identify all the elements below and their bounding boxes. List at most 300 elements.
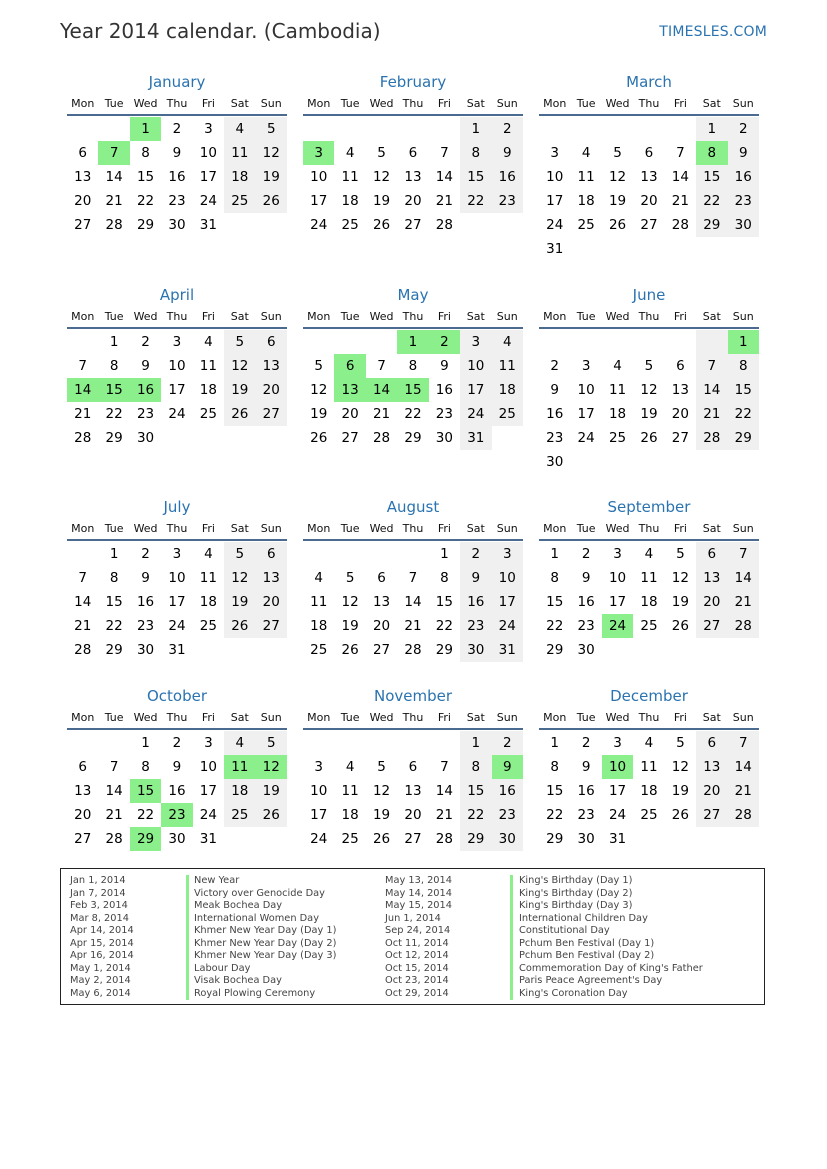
day-cell: 20 [256, 590, 287, 614]
legend-row [70, 988, 380, 1001]
day-cell: 29 [546, 642, 564, 658]
weekday-label: Thu [402, 96, 424, 110]
day-cell: 12 [224, 566, 255, 590]
legend-date: Jan 7, 2014 [70, 887, 126, 899]
legend-date: Apr 15, 2014 [70, 937, 134, 949]
day-cell: 12 [310, 382, 328, 398]
day-cell: 30 [577, 831, 595, 847]
day-cell: 14 [366, 378, 397, 402]
weekday-label: Tue [576, 710, 596, 724]
day-cell: 9 [440, 358, 449, 374]
weekday-label: Wed [605, 710, 630, 724]
weekday-label: Thu [638, 96, 660, 110]
empty-cell [633, 117, 664, 141]
weekday-label: Tue [104, 521, 124, 535]
weekday-label: Sat [466, 710, 485, 724]
day-cell: 26 [640, 430, 658, 446]
holiday-marker-icon [510, 900, 513, 913]
holiday-marker-icon [186, 913, 189, 926]
day-cell: 10 [199, 759, 217, 775]
day-cell: 4 [492, 330, 523, 354]
empty-cell [728, 638, 759, 662]
day-cell: 26 [256, 803, 287, 827]
legend-row [385, 963, 760, 976]
day-cell: 10 [602, 755, 633, 779]
empty-cell [334, 330, 365, 354]
holiday-marker-icon [510, 925, 513, 938]
day-cell: 14 [696, 378, 727, 402]
legend-date: Oct 15, 2014 [385, 962, 449, 974]
day-cell: 2 [581, 735, 591, 751]
day-cell: 24 [310, 831, 328, 847]
legend-date: May 14, 2014 [385, 887, 452, 899]
day-cell: 3 [460, 330, 491, 354]
empty-cell [224, 213, 255, 237]
day-cell: 4 [204, 546, 213, 562]
day-cell: 21 [696, 402, 727, 426]
day-cell: 22 [696, 189, 727, 213]
month-name: December [610, 687, 688, 705]
day-cell: 20 [640, 193, 658, 209]
day-cell: 13 [372, 594, 391, 610]
day-cell: 18 [492, 378, 523, 402]
day-cell: 13 [256, 566, 287, 590]
empty-cell [256, 827, 287, 851]
day-cell: 21 [435, 193, 453, 209]
empty-cell [665, 117, 696, 141]
weekday-label: Tue [576, 96, 596, 110]
day-cell: 5 [613, 145, 622, 161]
weekday-label: Sun [260, 309, 282, 323]
day-cell: 5 [256, 117, 287, 141]
day-cell: 17 [310, 193, 328, 209]
empty-cell [67, 542, 98, 566]
legend-row [70, 938, 380, 951]
day-cell: 10 [310, 169, 328, 185]
day-cell: 4 [345, 759, 355, 775]
day-cell: 4 [613, 358, 622, 374]
empty-cell [366, 330, 397, 354]
legend-row [385, 938, 760, 951]
day-cell: 7 [728, 542, 759, 566]
empty-cell [570, 237, 601, 261]
empty-cell [256, 213, 287, 237]
day-cell: 4 [204, 334, 213, 350]
day-cell: 24 [310, 217, 328, 233]
weekday-label: Fri [201, 96, 215, 110]
day-cell: 23 [161, 803, 192, 827]
day-cell: 1 [440, 546, 449, 562]
empty-cell [602, 117, 633, 141]
day-cell: 14 [728, 755, 759, 779]
day-cell: 8 [109, 358, 119, 374]
legend-date: Sep 24, 2014 [385, 925, 451, 936]
legend-row [70, 900, 380, 913]
weekday-label: Thu [638, 309, 660, 323]
day-cell: 7 [377, 358, 386, 374]
day-cell: 7 [676, 145, 685, 161]
day-cell: 14 [435, 169, 453, 185]
day-cell: 2 [550, 358, 559, 374]
legend-name: Khmer New Year Day (Day 2) [194, 937, 337, 949]
day-cell: 7 [696, 354, 727, 378]
day-cell: 16 [168, 169, 186, 185]
legend-name: New Year [194, 875, 240, 886]
weekday-label: Fri [437, 309, 451, 323]
weekday-label: Tue [104, 710, 124, 724]
weekday-label: Sun [260, 710, 282, 724]
day-cell: 20 [696, 590, 727, 614]
day-cell: 18 [199, 382, 217, 398]
weekday-label: Tue [104, 96, 124, 110]
day-cell: 2 [141, 546, 150, 562]
day-cell: 25 [199, 618, 217, 634]
month-name: July [163, 498, 191, 516]
day-cell: 27 [74, 217, 92, 233]
day-cell: 21 [74, 618, 92, 634]
empty-cell [460, 213, 491, 237]
weekday-label: Fri [201, 710, 215, 724]
day-cell: 20 [404, 193, 422, 209]
empty-cell [665, 638, 696, 662]
day-cell: 13 [640, 169, 658, 185]
day-cell: 3 [303, 141, 334, 165]
day-cell: 7 [78, 358, 87, 374]
legend-row [385, 925, 760, 938]
day-cell: 16 [460, 590, 491, 614]
day-cell: 9 [460, 566, 491, 590]
day-cell: 3 [314, 759, 323, 775]
legend-name: Commemoration Day of King's Father [519, 962, 703, 974]
day-cell: 1 [397, 330, 428, 354]
days-grid [67, 117, 287, 237]
day-cell: 24 [608, 807, 627, 823]
day-cell: 20 [372, 618, 391, 634]
day-cell: 4 [224, 731, 255, 755]
holiday-marker-icon [510, 888, 513, 901]
day-cell: 28 [404, 642, 422, 658]
day-cell: 25 [341, 831, 359, 847]
weekday-label: Tue [340, 96, 360, 110]
day-cell: 4 [345, 145, 355, 161]
day-cell: 17 [608, 783, 627, 799]
day-cell: 9 [172, 759, 182, 775]
day-cell: 5 [314, 358, 323, 374]
month-may [303, 285, 523, 450]
legend-date: May 2, 2014 [70, 975, 131, 986]
day-cell: 25 [608, 430, 627, 446]
day-cell: 15 [546, 594, 564, 610]
weekday-label: Thu [402, 309, 424, 323]
day-cell: 13 [404, 783, 422, 799]
day-cell: 9 [141, 570, 150, 586]
day-cell: 5 [676, 546, 685, 562]
day-cell: 9 [492, 141, 523, 165]
day-cell: 13 [334, 378, 365, 402]
day-cell: 29 [404, 430, 422, 446]
day-cell: 30 [136, 642, 155, 658]
day-cell: 16 [546, 406, 564, 422]
day-cell: 14 [404, 594, 422, 610]
day-cell: 18 [310, 618, 328, 634]
day-cell: 29 [696, 213, 727, 237]
day-cell: 21 [105, 807, 123, 823]
day-cell: 4 [224, 117, 255, 141]
weekday-label: Wed [369, 521, 394, 535]
weekday-label: Tue [576, 309, 596, 323]
day-cell: 15 [130, 779, 161, 803]
weekday-label: Fri [673, 710, 687, 724]
weekday-label: Sat [230, 521, 249, 535]
empty-cell [224, 638, 255, 662]
day-cell: 21 [74, 406, 92, 422]
legend-name: Paris Peace Agreement's Day [519, 975, 663, 986]
weekday-label: Wed [369, 96, 394, 110]
day-cell: 29 [435, 642, 453, 658]
empty-cell [98, 117, 129, 141]
weekday-label: Sun [732, 309, 754, 323]
day-cell: 6 [696, 731, 727, 755]
days-grid [539, 330, 759, 474]
day-cell: 19 [372, 807, 391, 823]
day-cell: 22 [404, 406, 422, 422]
weekday-label: Wed [605, 96, 630, 110]
day-cell: 26 [256, 189, 287, 213]
day-cell: 19 [671, 594, 689, 610]
month-name: May [397, 286, 429, 304]
empty-cell [193, 638, 224, 662]
empty-cell [67, 731, 98, 755]
day-cell: 26 [372, 217, 391, 233]
empty-cell [602, 237, 633, 261]
weekday-label: Mon [71, 521, 95, 535]
day-cell: 11 [199, 570, 217, 586]
day-cell: 9 [550, 382, 559, 398]
empty-cell [696, 237, 727, 261]
weekday-header [539, 305, 759, 329]
weekday-label: Mon [71, 96, 95, 110]
empty-cell [633, 638, 664, 662]
weekday-label: Tue [104, 309, 124, 323]
weekday-header [539, 706, 759, 730]
day-cell: 28 [671, 217, 689, 233]
day-cell: 11 [577, 169, 595, 185]
weekday-label: Fri [437, 710, 451, 724]
day-cell: 20 [341, 406, 359, 422]
day-cell: 3 [613, 735, 622, 751]
day-cell: 19 [372, 193, 391, 209]
day-cell: 10 [199, 145, 217, 161]
day-cell: 25 [310, 642, 328, 658]
day-cell: 17 [168, 382, 186, 398]
day-cell: 28 [74, 642, 92, 658]
month-name: November [373, 687, 453, 705]
day-cell: 2 [460, 542, 491, 566]
weekday-label: Mon [71, 710, 95, 724]
day-cell: 18 [341, 193, 359, 209]
weekday-header [303, 517, 523, 541]
legend-column-left [70, 875, 380, 1000]
day-cell: 24 [199, 807, 217, 823]
weekday-label: Fri [673, 521, 687, 535]
weekday-header [67, 92, 287, 116]
day-cell: 23 [728, 189, 759, 213]
day-cell: 24 [577, 430, 595, 446]
empty-cell [492, 426, 523, 450]
day-cell: 17 [577, 406, 595, 422]
month-december [539, 686, 759, 851]
legend-date: Oct 23, 2014 [385, 975, 449, 986]
weekday-label: Wed [133, 96, 158, 110]
days-grid [67, 731, 287, 851]
day-cell: 13 [696, 566, 727, 590]
day-cell: 11 [492, 354, 523, 378]
day-cell: 26 [310, 430, 328, 446]
weekday-label: Sun [732, 521, 754, 535]
day-cell: 10 [546, 169, 564, 185]
day-cell: 16 [492, 165, 523, 189]
day-cell: 16 [492, 779, 523, 803]
day-cell: 6 [334, 354, 365, 378]
day-cell: 31 [460, 426, 491, 450]
days-grid [539, 542, 759, 662]
legend-row [385, 888, 760, 901]
day-cell: 6 [408, 145, 418, 161]
day-cell: 19 [640, 406, 658, 422]
month-name: March [626, 73, 672, 91]
day-cell: 23 [546, 430, 564, 446]
weekday-label: Sat [702, 710, 721, 724]
weekday-label: Sat [230, 710, 249, 724]
weekday-header [303, 92, 523, 116]
day-cell: 29 [460, 827, 491, 851]
legend-row [70, 875, 380, 888]
day-cell: 28 [435, 217, 453, 233]
day-cell: 6 [256, 542, 287, 566]
legend-name: King's Coronation Day [519, 987, 628, 999]
day-cell: 16 [728, 165, 759, 189]
empty-cell [334, 731, 365, 755]
day-cell: 5 [676, 735, 685, 751]
day-cell: 28 [372, 430, 391, 446]
legend-row [385, 913, 760, 926]
day-cell: 11 [341, 169, 359, 185]
weekday-label: Tue [576, 521, 596, 535]
day-cell: 15 [696, 165, 727, 189]
month-november [303, 686, 523, 851]
day-cell: 7 [98, 141, 129, 165]
weekday-header [539, 517, 759, 541]
weekday-label: Fri [673, 309, 687, 323]
day-cell: 18 [577, 193, 595, 209]
weekday-header [67, 305, 287, 329]
weekday-label: Sat [702, 521, 721, 535]
day-cell: 27 [696, 803, 727, 827]
day-cell: 12 [372, 169, 391, 185]
day-cell: 5 [224, 330, 255, 354]
day-cell: 26 [671, 807, 689, 823]
day-cell: 29 [546, 831, 564, 847]
day-cell: 22 [546, 618, 564, 634]
day-cell: 23 [577, 807, 595, 823]
empty-cell [224, 426, 255, 450]
day-cell: 30 [460, 638, 491, 662]
day-cell: 19 [256, 165, 287, 189]
day-cell: 26 [671, 618, 689, 634]
day-cell: 16 [130, 378, 161, 402]
day-cell: 14 [67, 378, 98, 402]
day-cell: 15 [105, 594, 123, 610]
weekday-label: Thu [166, 96, 188, 110]
weekday-label: Sun [732, 710, 754, 724]
day-cell: 27 [404, 217, 422, 233]
weekday-label: Sun [496, 521, 518, 535]
day-cell: 30 [168, 217, 186, 233]
legend-date: Apr 14, 2014 [70, 925, 134, 936]
brand-link[interactable]: TIMESLES.COM [659, 24, 767, 40]
weekday-label: Mon [543, 309, 567, 323]
day-cell: 18 [640, 594, 658, 610]
day-cell: 25 [492, 402, 523, 426]
day-cell: 28 [105, 831, 123, 847]
legend-name: Meak Bochea Day [194, 900, 283, 911]
day-cell: 29 [136, 217, 155, 233]
legend-row [70, 913, 380, 926]
empty-cell [633, 827, 664, 851]
day-cell: 8 [696, 141, 727, 165]
day-cell: 1 [460, 117, 491, 141]
legend-name: Pchum Ben Festival (Day 2) [519, 950, 655, 961]
weekday-label: Sun [260, 96, 282, 110]
day-cell: 5 [345, 570, 355, 586]
empty-cell [366, 117, 397, 141]
month-march [539, 72, 759, 261]
empty-cell [665, 237, 696, 261]
day-cell: 24 [199, 193, 217, 209]
weekday-label: Sat [466, 309, 485, 323]
weekday-label: Mon [307, 96, 331, 110]
empty-cell [334, 117, 365, 141]
days-grid [303, 330, 523, 450]
day-cell: 1 [550, 546, 559, 562]
legend-name: King's Birthday (Day 1) [519, 875, 633, 886]
day-cell: 9 [728, 141, 759, 165]
day-cell: 28 [728, 803, 759, 827]
legend-name: Khmer New Year Day (Day 1) [194, 925, 337, 936]
weekday-label: Wed [133, 309, 158, 323]
legend-date: Oct 11, 2014 [385, 937, 449, 949]
day-cell: 21 [372, 406, 391, 422]
day-cell: 29 [130, 827, 161, 851]
day-cell: 30 [136, 430, 155, 446]
legend-row [70, 888, 380, 901]
day-cell: 13 [74, 783, 92, 799]
legend-row [385, 988, 760, 1001]
day-cell: 6 [696, 542, 727, 566]
day-cell: 15 [435, 594, 453, 610]
weekday-header [303, 305, 523, 329]
legend-date: May 15, 2014 [385, 900, 452, 911]
day-cell: 30 [728, 213, 759, 237]
legend-name: Royal Plowing Ceremony [194, 987, 316, 999]
holiday-legend [60, 868, 765, 1005]
day-cell: 2 [172, 735, 182, 751]
empty-cell [303, 117, 334, 141]
days-grid [67, 330, 287, 450]
legend-name: Labour Day [194, 962, 251, 974]
month-june [539, 285, 759, 474]
empty-cell [397, 117, 428, 141]
